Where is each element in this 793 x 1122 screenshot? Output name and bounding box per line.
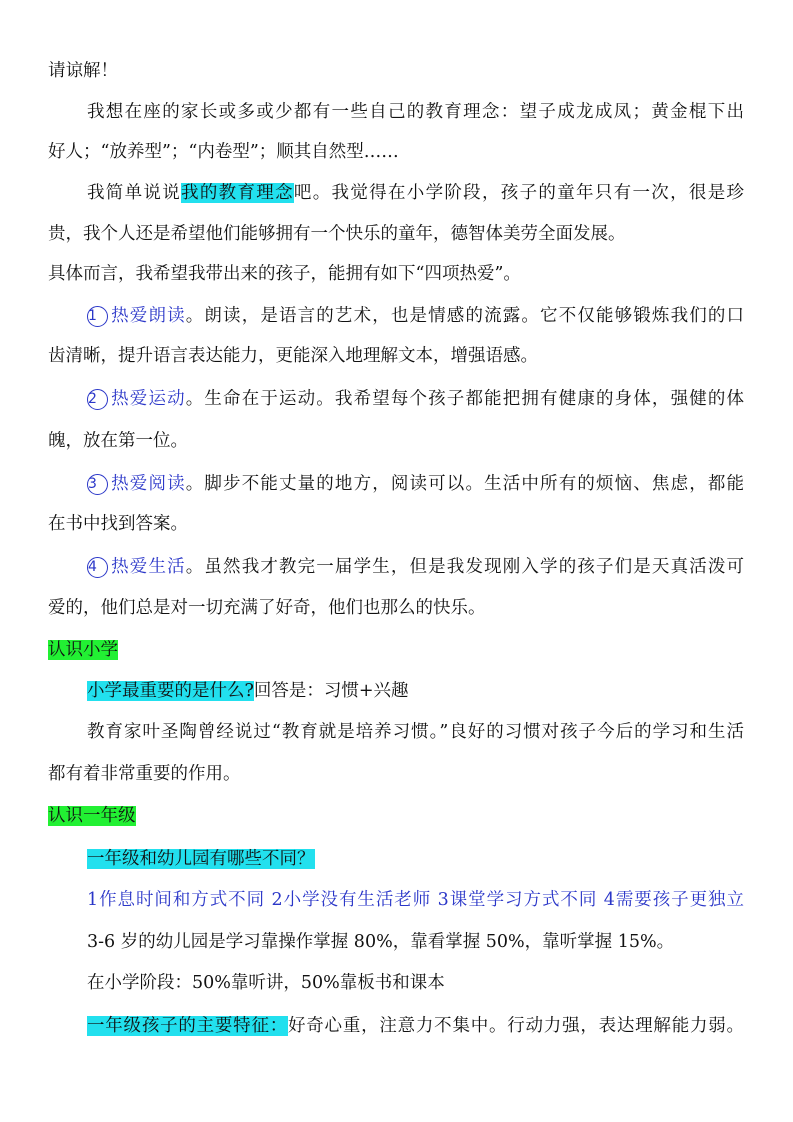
love-desc: 。生命在于运动。我希望每个孩子都能把拥有健康的身体，强健的体	[185, 389, 744, 409]
intro-line: 请谅解！	[48, 61, 118, 81]
features-line	[87, 1012, 744, 1040]
love-item-reading	[87, 470, 744, 498]
love-desc: 。虽然我才教完一届学生，但是我发现刚入学的孩子们是天真活泼可	[185, 557, 744, 577]
love-title-text: 热爱生活	[110, 557, 186, 577]
circled-number: 3	[87, 474, 108, 495]
highlight-question: 小学最重要的是什么?	[87, 681, 254, 701]
section-heading-grade1	[48, 802, 136, 830]
circled-number: 2	[87, 389, 108, 410]
features-text: 好奇心重，注意力不集中。行动力强，表达理解能力弱。	[288, 1016, 744, 1036]
love-item-reading-aloud	[87, 302, 744, 330]
love-title-text: 热爱阅读	[110, 474, 186, 494]
paragraph-line: 贵，我个人还是希望他们能够拥有一个快乐的童年，德智体美劳全面发展。	[48, 224, 626, 244]
paragraph-line: 在书中找到答案。	[48, 514, 188, 534]
heading-text: 认识小学	[48, 640, 118, 660]
paragraph-line: 齿清晰，提升语言表达能力，更能深入地理解文本，增强语感。	[48, 346, 538, 366]
question-line	[87, 845, 315, 873]
question-line	[87, 677, 409, 705]
paragraph-line: 爱的，他们总是对一切充满了好奇，他们也那么的快乐。	[48, 598, 486, 618]
differences-line: 1作息时间和方式不同 2小学没有生活老师 3课堂学习方式不同 4需要孩子更独立	[87, 890, 744, 910]
highlight-question: 一年级和幼儿园有哪些不同？	[87, 849, 315, 869]
section-heading-school	[48, 636, 118, 664]
paragraph-line: 魄，放在第一位。	[48, 431, 188, 451]
paragraph-line: 好人；“放养型”；“内卷型”；顺其自然型……	[48, 142, 399, 162]
love-item-sports	[87, 385, 744, 413]
answer-text: 回答是：习惯+兴趣	[253, 681, 409, 701]
love-title-text: 热爱运动	[110, 389, 186, 409]
text-span: 我简单说说	[87, 183, 182, 203]
love-title	[87, 474, 186, 494]
paragraph-line: 都有着非常重要的作用。	[48, 764, 241, 784]
kindergarten-line: 3-6 岁的幼儿园是学习靠操作掌握 80%，靠看掌握 50%，靠听掌握 15%。	[87, 932, 675, 952]
love-desc: 。朗读，是语言的艺术，也是情感的流露。它不仅能够锻炼我们的口	[185, 306, 744, 326]
paragraph-line	[87, 179, 744, 207]
love-title-text: 热爱朗读	[110, 306, 186, 326]
love-title	[87, 306, 186, 326]
text-span: 吧。我觉得在小学阶段，孩子的童年只有一次，很是珍	[293, 183, 744, 203]
primary-line: 在小学阶段：50%靠听讲，50%靠板书和课本	[87, 973, 445, 993]
love-title	[87, 389, 186, 409]
circled-number: 4	[87, 557, 108, 578]
heading-text: 认识一年级	[48, 806, 136, 826]
love-title	[87, 557, 186, 577]
paragraph-line: 具体而言，我希望我带出来的孩子，能拥有如下“四项热爱”。	[48, 264, 521, 284]
highlight-education-philosophy: 我的教育理念	[181, 183, 294, 203]
circled-number: 1	[87, 306, 108, 327]
love-desc: 。脚步不能丈量的地方，阅读可以。生活中所有的烦恼、焦虑，都能	[185, 474, 744, 494]
paragraph-line: 我想在座的家长或多或少都有一些自己的教育理念：望子成龙成凤；黄金棍下出	[87, 102, 744, 122]
highlight-features: 一年级孩子的主要特征：	[87, 1016, 288, 1036]
paragraph-line: 教育家叶圣陶曾经说过“教育就是培养习惯。”良好的习惯对孩子今后的学习和生活	[87, 722, 744, 742]
love-item-life	[87, 553, 744, 581]
